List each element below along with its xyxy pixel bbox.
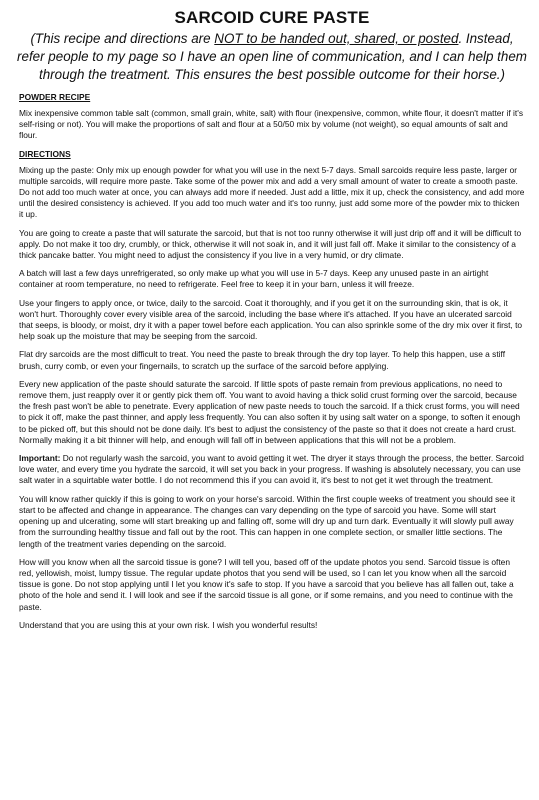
directions-heading: DIRECTIONS [19,148,71,159]
paragraph-important [19,453,525,487]
warning-part2: . Instead, refer people to my page so I have an open line of communication, and I can help them through the treatment. This ensures the best possible outcome for their horse.) [17,31,527,82]
paragraph-flat-sarcoids: Flat dry sarcoids are the most difficult to treat. You need the paste to break through the dry top layer. To help this happen, use a stiff brush, curry comb, or even your fingernails, to scratch up the surface of the sarcoid before applying. [19,349,506,371]
sharing-warning [15,30,529,84]
warning-part1: (This recipe and directions are [30,31,215,46]
paragraph-progress: You will know rather quickly if this is going to work on your horse's sarcoid. Within the first couple weeks of treatment you should see it start to be affected and change in appearance. The changes can vary depending on the type of sarcoid you have. Some will start opening up and ulcerating, some will start breaking up and falling off, some will dry up and turn dark. Eventually it will slowly pull away from the surrounding healthy tissue and fall out by the root. This can happen in one complete section, or smaller little sections. The length of the treatment varies depending on the sarcoid. [19,493,516,549]
important-text: Do not regularly wash the sarcoid, you want to avoid getting it wet. The dryer it stays through the process, the better. Sarcoid love water, and every time you hydrate the sarcoid, it will set you back in your progress. If washing is absolutely necessary, you can use salt water in a squirtable water bottle. I do not recommend this if you can avoid it, it's best to not get it wet through the treatment. [19,453,524,486]
paragraph-disclaimer: Understand that you are using this at your own risk. I wish you wonderful results! [19,619,318,630]
paragraph-reapplication: Every new application of the paste should saturate the sarcoid. If little spots of paste remain from previous applications, no need to remove them, just reapply over it or gently pick them off. You want to avoid having a thick solid crust forming over the sarcoid, because the fresh past won't be able to penetrate. Every application of new paste needs to touch the sarcoid. If a thick crust forms, you will need to pick it off, make the past thinner, and apply less frequently. You can also soften it by using salt water on a sponge, to soften it enough to be picked off, but this should not be done daily. It's best to adjust the consistency of the paste so that it does not create a hard crust. Normally making it a bit thinner will help, and enough will fall off in between applications that this will not be a problem. [19,378,521,445]
warning-underlined: NOT to be handed out, shared, or posted [214,31,459,46]
paragraph-mixing: Mixing up the paste: Only mix up enough powder for what you will use in the next 5-7 days. Small sarcoids require less paste, larger or multiple sarcoids, will require more paste. Take some of the power mix and add a very small amount of water to create a smooth paste. Do not add too much water at once, you can always add more if needed. Just add a little, mix it up, check the consistency, and add more until the desired consistency is achieved. If you add too much water and it's too runny, just add some more of the powder mix to thicken it up. [19,164,525,220]
paragraph-consistency: You are going to create a paste that will saturate the sarcoid, but that is not too runny otherwise it will just drip off and it will be difficult to apply. Do not make it too dry, crumbly, or thick, otherwise it will not soak in, and it will just fall off. Make it similar to the consistency of a thick pancake batter. You might need to adjust the consistency if you live in a very humid, or dry climate. [19,227,522,261]
paragraph-application: Use your fingers to apply once, or twice, daily to the sarcoid. Coat it thoroughly, and if you get it on the surrounding skin, that is ok, it won't hurt. Thoroughly cover every visible area of the sarcoid, including the base where it's attached. If you have an ulcerated sarcoid that seeps, is bloody, or moist, dry it with a paper towel before each application. You can also sprinkle some of the dry mix over it first, to help soak up the moisture that may be seeping from the sarcoid. [19,297,523,342]
important-label: Important: [19,453,61,464]
paragraph-storage: A batch will last a few days unrefrigerated, so only make up what you will use in 5-7 days. Keep any unused paste in an airtight container at room temperature, no need to refrigerate. Feel free to keep it in your barn, unless it will freeze. [19,268,489,290]
paragraph-completion: How will you know when all the sarcoid tissue is gone? I will tell you, based off of the update photos you send. Sarcoid tissue is often red, yellowish, moist, lumpy tissue. The regular update photos that you send will be used, so I can let you know when all the sarcoid tissue is gone. Do not stop applying until I let you know it's safe to stop. If you have a sarcoid that you believe has all fallen out, take a photo of the hole and send it. I will look and see if the sarcoid tissue is all gone, or if some remains, and you need to continue with the paste. [19,556,514,612]
powder-recipe-text: Mix inexpensive common table salt (common, small grain, white, salt) with flour (inexpensive, common, white flour, it doesn't matter if it's self-rising or not). You will make the proportions of salt and flour at a 50/50 mix by volume (not weight), so equal amounts of salt and flour. [19,108,524,141]
powder-recipe-heading: POWDER RECIPE [19,92,91,102]
page-title: SARCOID CURE PASTE [174,8,370,27]
